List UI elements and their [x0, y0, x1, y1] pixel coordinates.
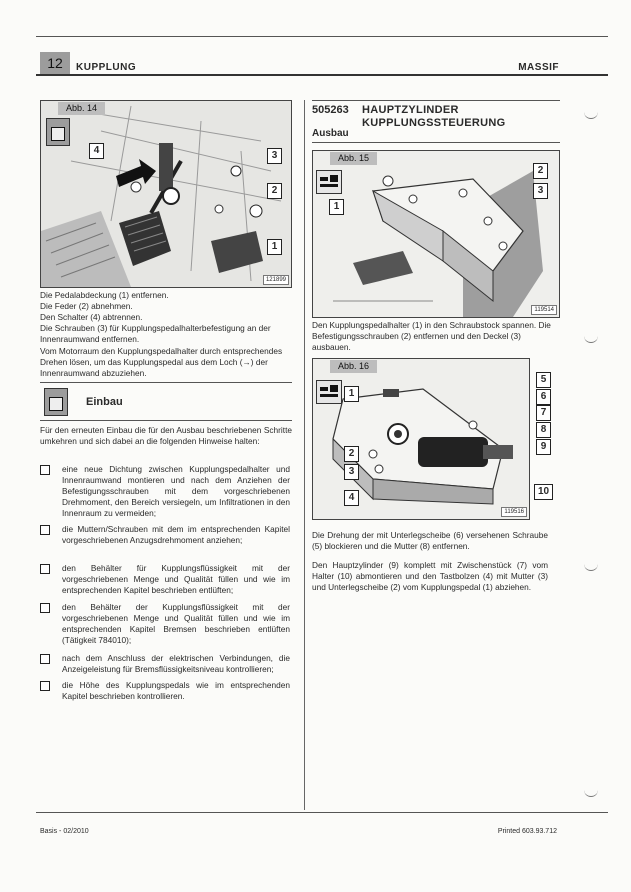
checklist-item: nach dem Anschluss der elektrischen Verbindungen, die Anzeigeleistung für Bremsflüssigkeitsniveau kontrollieren; [40, 653, 290, 676]
removal-icon [46, 118, 70, 146]
callout-1: 1 [267, 239, 282, 255]
checkbox [40, 603, 50, 613]
figure-15-text: Den Kupplungspedalhalter (1) in den Schraubstock spannen. Die Befestigungsschrauben (2) entfernen und den Deckel (3) ausbauen. [312, 320, 551, 352]
section-code: 505263 [312, 104, 349, 116]
checklist-item: den Behälter für Kupplungsflüssigkeit mit der vorgeschriebenen Menge und Qualität füllen und wie im entsprechenden Kapitel beschrieben entlüften; [40, 563, 290, 597]
checklist-item: die Höhe des Kupplungspedals wie im entsprechenden Kapitel beschrieben kontrollieren. [40, 680, 290, 703]
footer-left: Basis - 02/2010 [40, 828, 89, 835]
disassembly-icon [316, 170, 342, 194]
page-edge-mark [584, 336, 598, 343]
callout-4: 4 [344, 490, 359, 506]
pedal-assembly-illustration [41, 101, 291, 287]
checkbox [40, 681, 50, 691]
removal-step: Die Schrauben (3) für Kupplungspedalhalterbefestigung an der Innenraumwand entfernen. [40, 323, 271, 344]
removal-note: Vom Motorraum den Kupplungspedalhalter durch entsprechendes Drehen lösen, um das Kupplungspedal aus dem Loch (→) der Innenraumwand abzuziehen. [40, 346, 283, 378]
callout-2: 2 [344, 446, 359, 462]
subtitle-ausbau: Ausbau [312, 128, 349, 139]
disassembly-icon [316, 380, 342, 404]
figure-15 [312, 150, 560, 318]
callout-6: 6 [536, 389, 551, 405]
right-top-rule [312, 100, 560, 101]
figure-code: 121899 [263, 275, 289, 285]
column-divider [304, 100, 305, 810]
right-sub-rule [312, 142, 560, 143]
figure-code: 119516 [501, 507, 527, 517]
section-heading-line: KUPPLUNGSSTEUERUNG [362, 117, 506, 129]
callout-9: 9 [536, 439, 551, 455]
install-heading: Einbau [86, 396, 123, 408]
footer-rule [36, 812, 608, 813]
page-edge-mark [584, 112, 598, 119]
header-rule [36, 74, 608, 76]
callout-3: 3 [267, 148, 282, 164]
removal-step: Den Schalter (4) abtrennen. [40, 312, 143, 322]
install-rule-bottom [40, 420, 292, 421]
checkbox [40, 654, 50, 664]
bracket-in-vise-illustration [313, 151, 559, 317]
section-heading [362, 104, 506, 130]
footer-right: Printed 603.93.712 [497, 828, 557, 835]
callout-3: 3 [533, 183, 548, 199]
figure-16-label: Abb. 16 [330, 360, 377, 373]
figure-code: 119514 [531, 305, 557, 315]
figure-14-label: Abb. 14 [58, 102, 105, 115]
checklist-item: die Muttern/Schrauben mit dem im entsprechenden Kapitel vorgeschriebenen Anzugsdrehmoment anziehen; [40, 524, 290, 558]
page-edge-mark [584, 564, 598, 571]
callout-5: 5 [536, 372, 551, 388]
callout-7: 7 [536, 405, 551, 421]
checkbox [40, 525, 50, 535]
callout-10: 10 [534, 484, 553, 500]
page-number: 12 [40, 52, 70, 74]
section-title: KUPPLUNG [76, 62, 137, 73]
figure-16-text-2: Den Hauptzylinder (9) komplett mit Zwischenstück (7) vom Halter (10) abmontieren und den Tastbolzen (4) mit Mutter (3) und Unterlegscheibe (2) vom Kupplungspedal (1) abziehen. [312, 560, 548, 592]
install-intro: Für den erneuten Einbau die für den Ausbau beschriebenen Schritte umkehren und sich dabei an die folgenden Hinweise halten: [40, 425, 292, 446]
section-heading-line: HAUPTZYLINDER [362, 104, 459, 116]
callout-1: 1 [344, 386, 359, 402]
page-edge-mark [584, 790, 598, 797]
checkbox [40, 465, 50, 475]
removal-step: Die Feder (2) abnehmen. [40, 301, 133, 311]
callout-4: 4 [89, 143, 104, 159]
removal-step: Die Pedalabdeckung (1) entfernen. [40, 290, 169, 300]
figure-14 [40, 100, 292, 288]
top-rule [36, 36, 608, 37]
removal-steps [40, 290, 292, 345]
checkbox [40, 564, 50, 574]
callout-1: 1 [329, 199, 344, 215]
checklist-item: eine neue Dichtung zwischen Kupplungspedalhalter und Innenraumwand montieren und nach dem Anziehen der Befestigungsschrauben mit dem vorgeschriebenen Drehmoment, den Bereich versiegeln, um Infiltrationen in den Innenraum zu vermeiden; [40, 464, 290, 520]
callout-8: 8 [536, 422, 551, 438]
install-icon [44, 388, 68, 416]
figure-15-label: Abb. 15 [330, 152, 377, 165]
brand-name: MASSIF [518, 62, 559, 73]
figure-16-text-1: Die Drehung der mit Unterlegscheibe (6) versehenen Schraube (5) blockieren und die Mutter (8) entfernen. [312, 530, 548, 551]
install-rule [40, 382, 292, 383]
callout-2: 2 [533, 163, 548, 179]
callout-3: 3 [344, 464, 359, 480]
callout-2: 2 [267, 183, 282, 199]
checklist-item: den Behälter der Kupplungsflüssigkeit mit der vorgeschriebenen Menge und Qualität füllen und wie im entsprechenden Kapitel Bremsen beschrieben entlüften (Tätigkeit 784010); [40, 602, 290, 647]
